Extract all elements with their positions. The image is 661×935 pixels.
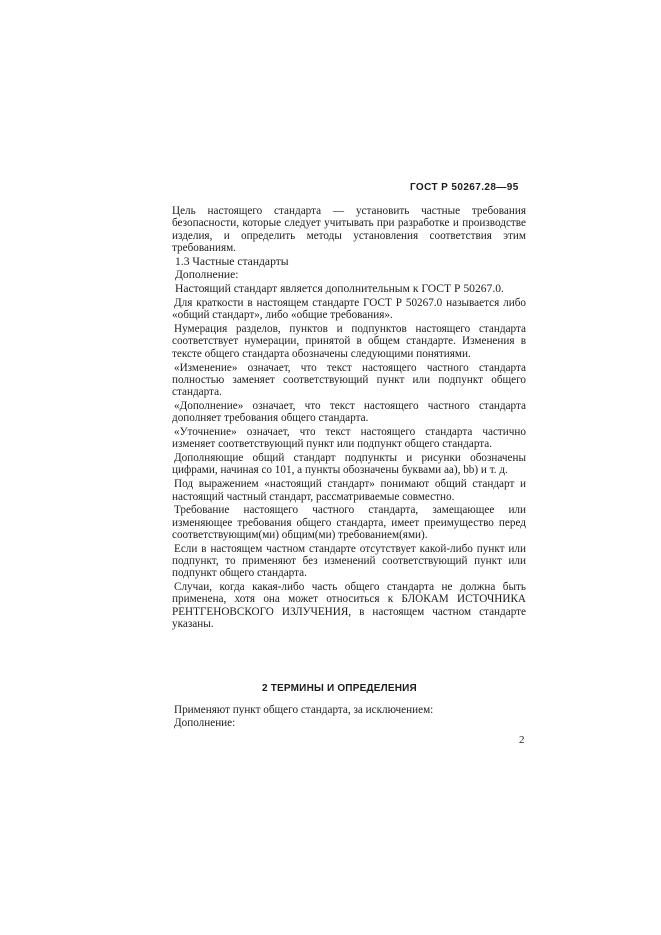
paragraph-subclauses: Дополняющие общий стандарт подпункты и рисунки обозначены цифрами, начиная со 101, а пункты обозначены буквами аа), bb) и т. д.	[172, 452, 526, 477]
section-2-line-addition: Дополнение:	[174, 717, 236, 730]
paragraph-precedence: Требование настоящего частного стандарта, замещающее или изменяющее требования общего стандарта, имеет преимущество перед соответствующим(ми) общим(ми) требованием(ями).	[172, 504, 526, 541]
paragraph-brevity: Для краткости в настоящем стандарте ГОСТ Р 50267.0 называется либо «общий стандарт», либо «общие требования».	[172, 297, 526, 322]
paragraph-clarification: «Уточнение» означает, что текст настоящего стандарта частично изменяет соответствующий пункт или подпункт общего стандарта.	[172, 426, 526, 451]
paragraph-addition: «Дополнение» означает, что текст настоящего частного стандарта дополняет требования общего стандарта.	[172, 399, 526, 425]
running-header: ГОСТ Р 50267.28—95	[410, 182, 519, 193]
addition-label: Дополнение:	[175, 268, 239, 282]
paragraph-not-applicable: Случаи, когда какая-либо часть общего стандарта не должна быть применена, хотя она может относиться к БЛОКАМ ИСТОЧНИКА РЕНТГЕНОВСКОГО ИЗЛУЧЕНИЯ, в настоящем частном стандарте указаны.	[172, 581, 526, 630]
paragraph-change: «Изменение» означает, что текст настоящего частного стандарта полностью заменяет соответствующий пункт или подпункт общего стандарта.	[172, 361, 526, 399]
paragraph-numbering: Нумерация разделов, пунктов и подпунктов настоящего стандарта соответствует нумерации, принятой в общем стандарте. Изменения в тексте общего стандарта обозначены следующими понятиями.	[172, 323, 526, 360]
section-2-line-apply: Применяют пункт общего стандарта, за исключением:	[174, 704, 434, 716]
paragraph-absent-clause: Если в настоящем частном стандарте отсутствует какой-либо пункт или подпункт, то применяют без изменений соответствующий пункт или подпункт общего стандарта.	[172, 542, 526, 580]
section-2-heading: 2 ТЕРМИНЫ И ОПРЕДЕЛЕНИЯ	[262, 683, 417, 694]
paragraph-purpose: Цель настоящего стандарта — установить частные требования безопасности, которые следует учитывать при разработке и производстве изделия, и определить методы установления соответствия этим требованиям.	[172, 205, 526, 254]
paragraph-this-standard: Под выражением «настоящий стандарт» понимают общий стандарт и настоящий частный стандарт, рассматриваемые совместно.	[172, 478, 526, 503]
page-number: 2	[519, 734, 525, 746]
body-text	[172, 205, 526, 632]
clause-heading-1-3: 1.3 Частные стандарты	[175, 254, 289, 268]
paragraph-supplementary: Настоящий стандарт является дополнительным к ГОСТ Р 50267.0.	[175, 282, 504, 296]
section-2-body	[172, 704, 526, 731]
